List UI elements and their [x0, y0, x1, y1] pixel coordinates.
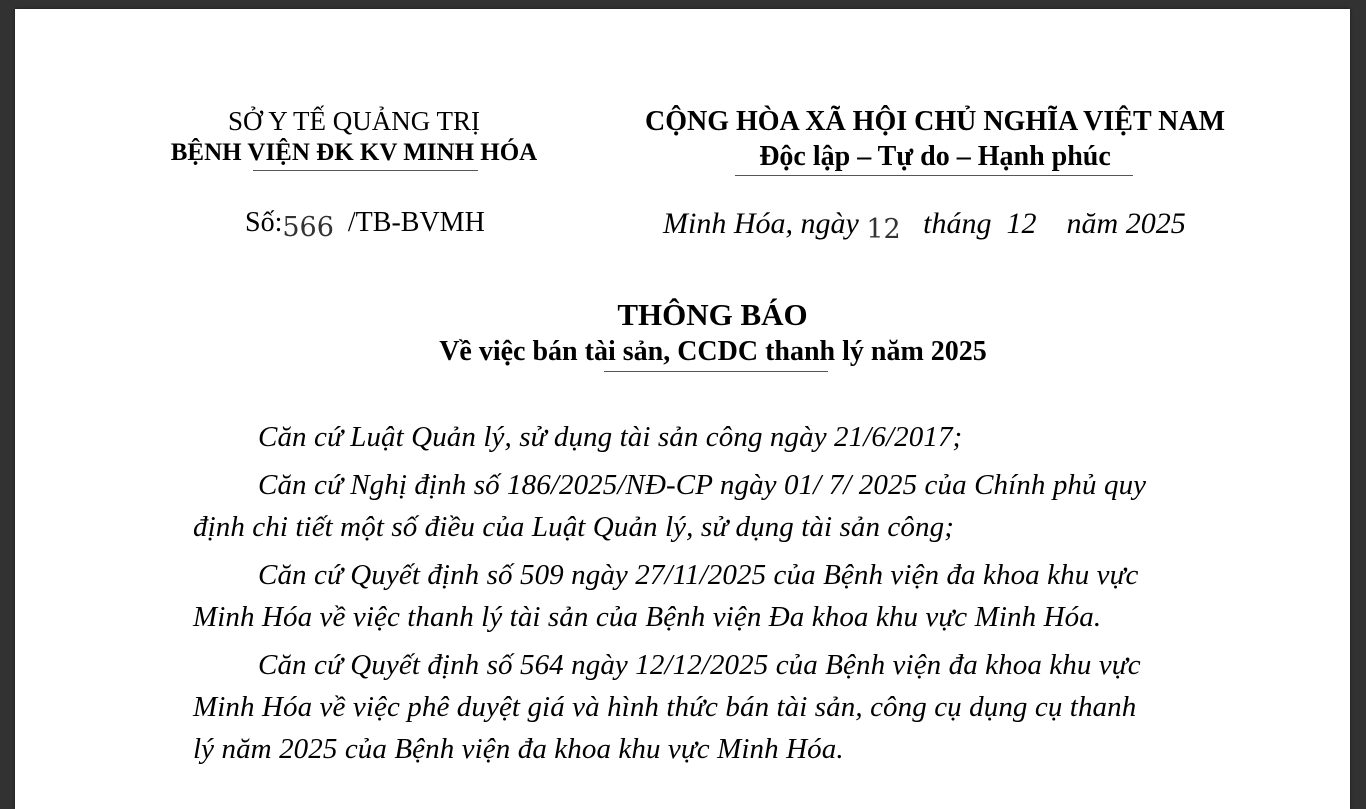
- date-year: 2025: [1125, 207, 1186, 240]
- date-year-label: năm: [1066, 207, 1119, 240]
- agency-name: SỞ Y TẾ QUẢNG TRỊ: [227, 106, 480, 136]
- subtitle-underline: [604, 371, 828, 372]
- doc-number-value: 566: [282, 212, 334, 243]
- organization-name: BỆNH VIỆN ĐK KV MINH HÓA: [170, 139, 538, 166]
- body-line: Minh Hóa về việc thanh lý tài sản của Bệnh viện Đa khoa khu vực Minh Hóa.: [193, 601, 1102, 633]
- document-date: [663, 207, 1186, 245]
- date-month: 12: [1006, 207, 1037, 240]
- body-line: Căn cứ Quyết định số 509 ngày 27/11/2025 của Bệnh viện đa khoa khu vực: [258, 559, 1139, 591]
- date-month-label: tháng: [923, 207, 992, 240]
- doc-number-prefix: Số:: [245, 207, 283, 238]
- document-subtitle: Về việc bán tài sản, CCDC thanh lý năm 2025: [439, 336, 987, 367]
- doc-number-suffix: /TB-BVMH: [347, 207, 485, 238]
- nation-heading: CỘNG HÒA XÃ HỘI CHỦ NGHĨA VIỆT NAM: [644, 106, 1226, 137]
- date-place: Minh Hóa, ngày: [663, 207, 859, 240]
- org-underline: [253, 170, 478, 171]
- body-line: Căn cứ Luật Quản lý, sử dụng tài sản công ngày 21/6/2017;: [258, 421, 963, 453]
- body-line: lý năm 2025 của Bệnh viện đa khoa khu vực Minh Hóa.: [193, 733, 844, 765]
- body-line: Căn cứ Nghị định số 186/2025/NĐ-CP ngày 01/ 7/ 2025 của Chính phủ quy: [258, 469, 1147, 501]
- date-day: 12: [866, 214, 901, 245]
- document-page: [15, 9, 1350, 809]
- motto-underline: [735, 175, 1133, 176]
- body-line: định chi tiết một số điều của Luật Quản lý, sử dụng tài sản công;: [193, 511, 954, 543]
- document-number: [245, 207, 485, 243]
- body-line: Căn cứ Quyết định số 564 ngày 12/12/2025 của Bệnh viện đa khoa khu vực: [258, 649, 1141, 681]
- motto: Độc lập – Tự do – Hạnh phúc: [759, 141, 1111, 172]
- document-title: THÔNG BÁO: [617, 297, 808, 332]
- body-line: Minh Hóa về việc phê duyệt giá và hình thức bán tài sản, công cụ dụng cụ thanh: [193, 691, 1137, 723]
